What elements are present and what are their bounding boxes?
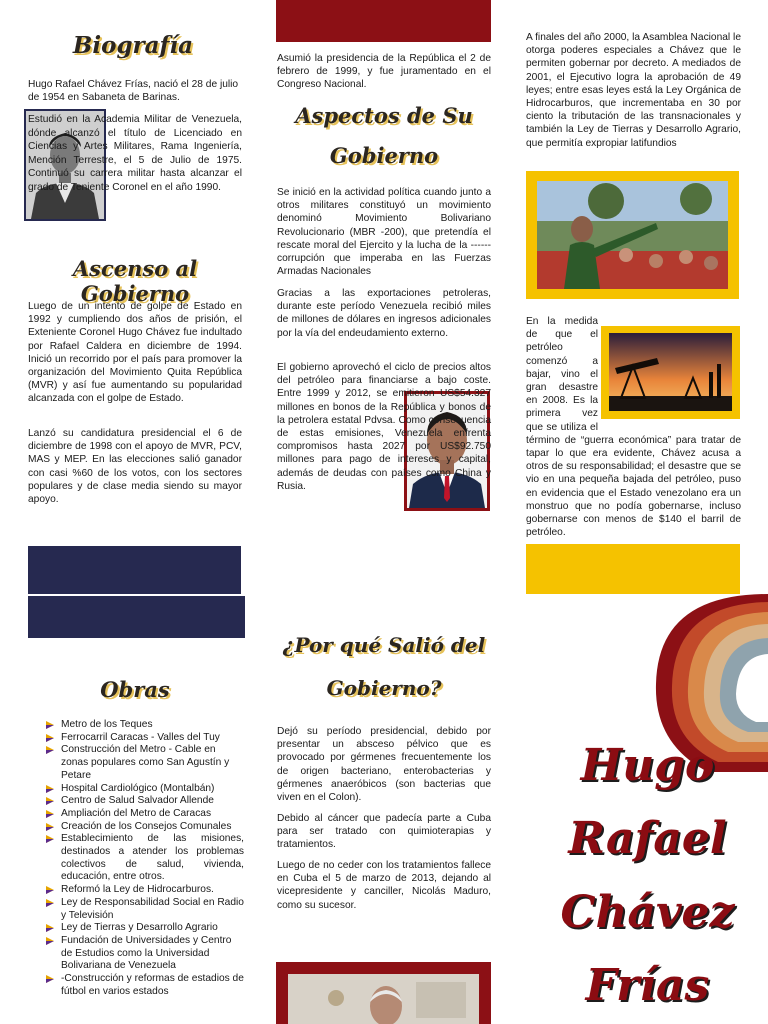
cover-name-rafael: Rafael xyxy=(568,813,727,864)
maroon-top-bar xyxy=(276,0,491,42)
gold-banner xyxy=(526,544,740,594)
bullet-icon xyxy=(46,823,54,831)
list-item: Ley de Tierras y Desarrollo Agrario xyxy=(44,922,244,935)
list-item: Establecimiento de las misiones, destinados a atender los problemas colectivos de salud, vivienda, educación, entre otros. xyxy=(44,833,244,884)
obras-heading: Obras xyxy=(100,677,170,702)
cover-name-frias: Frías xyxy=(585,960,710,1011)
presidency-paragraph: Asumió la presidencia de la República el 2 de febrero de 1999, y fue juramentado en el Congreso Nacional. xyxy=(277,53,491,91)
salida-paragraph-2: Debido al cáncer que padecía parte a Cuba para ser tratado con quimioterapias y tratamientos. xyxy=(277,813,491,851)
list-item: Hospital Cardiológico (Montalbán) xyxy=(44,783,244,796)
list-item: Ampliación del Metro de Caracas xyxy=(44,808,244,821)
crisis-paragraph-wrap xyxy=(526,315,741,539)
poderes-paragraph: A finales del año 2000, la Asamblea Nacional le otorga poderes especiales a Chávez que le permiten gobernar por decreto. A mediados de 2001, el Ejecutivo logra la aprobación de 49 leyes; entre esas leyes está la Ley Orgánica de Hidrocarburos, que incrementaba en 30 por ciento la tributación de las transnacionales y también la Ley de Tierras y Desarrollo Agrario, que permitía expropiar latifundios xyxy=(526,32,741,149)
crowd-photo xyxy=(526,171,739,299)
obras-list xyxy=(44,719,244,998)
list-item: Centro de Salud Salvador Allende xyxy=(44,795,244,808)
list-item: Construcción del Metro - Cable en zonas populares como San Agustín y Petare xyxy=(44,744,244,782)
aspectos-heading-line2: Gobierno xyxy=(329,143,439,168)
bullet-icon xyxy=(46,797,54,805)
bullet-icon xyxy=(46,975,54,983)
bullet-icon xyxy=(46,937,54,945)
list-item: Metro de los Teques xyxy=(44,719,244,732)
biografia-heading: Biografía xyxy=(72,32,194,59)
ascenso-heading: Ascenso al Gobierno xyxy=(72,256,198,306)
crowd-photo-icon xyxy=(526,171,739,299)
list-item: Ferrocarril Caracas - Valles del Tuy xyxy=(44,732,244,745)
bullet-icon xyxy=(46,785,54,793)
list-item: Fundación de Universidades y Centro de Estudios como la Universidad Bolivariana de Venezuela xyxy=(44,935,244,973)
salida-paragraph-3: Luego de no ceder con los tratamientos fallece en Cuba el 5 de marzo de 2013, dejando al vicepresidente y canciller, Nicolás Maduro, como su sucesor. xyxy=(277,860,491,911)
biografia-studies: Estudió en la Academia Militar de Venezuela, dónde alcanzó el título de Licenciado en Ciencias y Artes Militares, Rama Ingeniería, Mención Terrestre, el 5 de Julio de 1975. Continuó su carrera militar hasta alcanzar el grado de Teniente Coronel en el año 1990. xyxy=(28,114,242,193)
salida-heading-line2: Gobierno? xyxy=(326,676,442,700)
list-item: -Construcción y reformas de estadios de fútbol en varios estados xyxy=(44,973,244,998)
navy-banner-lower xyxy=(28,596,245,638)
aspectos-heading-line1: Aspectos de Su xyxy=(295,103,473,128)
cover-name-hugo: Hugo xyxy=(580,740,715,791)
biografia-intro: Hugo Rafael Chávez Frías, nació el 28 de julio de 1954 en Sabaneta de Barinas. xyxy=(28,79,239,104)
bullet-icon xyxy=(46,746,54,754)
list-item: Reformó la Ley de Hidrocarburos. xyxy=(44,884,244,897)
list-item: Ley de Responsabilidad Social en Radio y Televisión xyxy=(44,897,244,922)
bullet-icon xyxy=(46,886,54,894)
bullet-icon xyxy=(46,835,54,843)
navy-banner xyxy=(28,546,241,594)
aspectos-paragraph-1: Se inició en la actividad política cuando junto a otros militares constituyó un movimiento denominó Movimiento Bolivariano Revolucionario (MBR -200), que pretendía el rescate moral del Ejercito y la lucha de la ------corrupción que imperaba en las Fuerzas Armadas Nacionales xyxy=(277,187,491,278)
cover-name-chavez: Chávez xyxy=(560,887,735,938)
bullet-icon xyxy=(46,899,54,907)
salida-paragraph-1: Dejó su período presidencial, debido por presentar un absceso pélvico que es provocado por gérmenes frecuentemente los de origen bacteriano, enterobacterias y gérmenes anaeróbicos (son bacterias que viven en el Colon). xyxy=(277,726,491,804)
salida-heading-line1: ¿Por qué Salió del xyxy=(282,633,486,657)
aspectos-paragraph-3: El gobierno aprovechó el ciclo de precios altos del petróleo para financiarse a bajo coste. Entre 1999 y 2012, se emitieron US$54.327 millones en bonos de la República y bonos de la petrolera estatal Pdvsa. Como consecuencia de estas emisiones, Venezuela enfrenta compromisos hasta 2027 por US$92.750 millones para pago de intereses y capital, además de deudas con países como China y Rusia. xyxy=(277,362,491,492)
ascenso-paragraph-2: Lanzó su candidatura presidencial el 6 de diciembre de 1998 con el apoyo de MVR, PCV, MAS y MEP. En las elecciones salió ganador con casi %60 de los votos, con los sectores populares y de clase media siendo su mayor apoyo. xyxy=(28,428,242,506)
list-item: Creación de los Consejos Comunales xyxy=(44,821,244,834)
aspectos-paragraph-2: Gracias a las exportaciones petroleras, durante este período Venezuela recibió miles de millones de dólares en ingresos adicionales por la vía del endeudamiento externo. xyxy=(277,288,491,339)
bullet-icon xyxy=(46,734,54,742)
crisis-paragraph: En la medida de que el petróleo comenzó a bajar, vino el gran desastre en 2008. Es la primera vez que se utiliza el término de “guerra económica” para tratar de tapar lo que era evidente, Chávez acusa a otros de su responsabilidad; el desastre que se vio en una pequeña bajada del petróleo, puso en evidencia que el Estado venezolano era un monstruo que no podía gobernarse, incluso gobernarse con menos de $140 el barril de petróleo. xyxy=(526,316,741,539)
bottom-photo-icon xyxy=(276,962,491,1024)
bullet-icon xyxy=(46,924,54,932)
bottom-photo xyxy=(276,962,491,1024)
ascenso-paragraph-1: Luego de un intento de golpe de Estado en 1992 y cumpliendo dos años de prisión, el Exteniente Coronel Hugo Chávez fue indultado por Rafael Caldera en diciembre de 1994. Inició un recorrido por el país para promover la organización del Movimiento Quita República (MVR) y así fue aumentando su popularidad alcanzada con el golpe de Estado. xyxy=(28,301,242,405)
bullet-icon xyxy=(46,810,54,818)
bullet-icon xyxy=(46,721,54,729)
